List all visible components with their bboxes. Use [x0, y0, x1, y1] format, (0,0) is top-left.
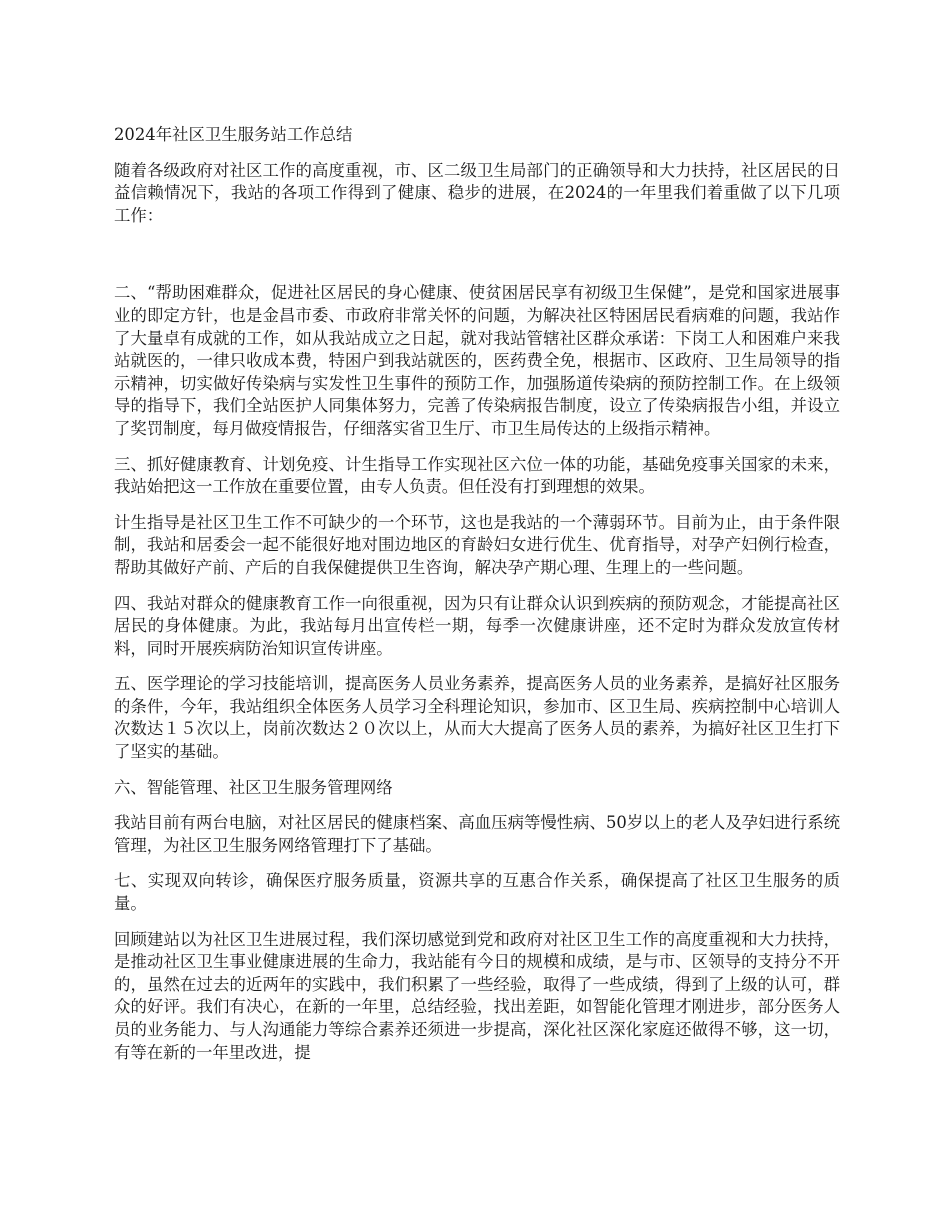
computer-management-paragraph: 我站目前有两台电脑，对社区居民的健康档案、高血压病等慢性病、50岁以上的老人及孕妇进行系统管理，为社区卫生服务网络管理打下了基础。 — [114, 813, 840, 855]
document-page — [114, 124, 840, 1077]
section-six-heading: 六、智能管理、社区卫生服务管理网络 — [114, 777, 393, 797]
section-seven-paragraph: 七、实现双向转诊，确保医疗服务质量，资源共享的互惠合作关系，确保提高了社区卫生服务的质量。 — [114, 871, 840, 914]
family-planning-paragraph: 计生指导是社区卫生工作不可缺少的一个环节，这也是我站的一个薄弱环节。目前为止，由于条件限制，我站和居委会一起不能很好地对围边地区的育龄妇女进行优生、优育指导，对孕产妇例行检查，帮助其做好产前、产后的自我保健提供卫生咨询，解决孕产期心理、生理上的一些问题。 — [114, 512, 840, 577]
intro-paragraph: 随着各级政府对社区工作的高度重视，市、区二级卫生局部门的正确领导和大力扶持，社区居民的日益信赖情况下，我站的各项工作得到了健康、稳步的进展，在2024的一年里我们着重做了以下几项工作： — [114, 160, 840, 225]
section-three-paragraph: 三、抓好健康教育、计划免疫、计生指导工作实现社区六位一体的功能，基础免疫事关国家的未来，我站始把这一工作放在重要位置，由专人负责。但任没有打到理想的效果。 — [114, 454, 840, 497]
review-paragraph: 回顾建站以为社区卫生进展过程，我们深切感觉到党和政府对社区卫生工作的高度重视和大力扶持，是推动社区卫生事业健康进展的生命力，我站能有今日的规模和成绩，是与市、区领导的支持分不开的，虽然在过去的近两年的实践中，我们积累了一些经验，取得了一些成绩，得到了上级的认可，群众的好评。我们有决心，在新的一年里，总结经验，找出差距，如智能化管理才刚进步，部分医务人员的业务能力、与人沟通能力等综合素养还须进一步提高，深化社区深化家庭还做得不够，这一切，有等在新的一年里改进，提 — [114, 929, 840, 1062]
section-four-paragraph: 四、我站对群众的健康教育工作一向很重视，因为只有让群众认识到疾病的预防观念，才能提高社区居民的身体健康。为此，我站每月出宣传栏一期，每季一次健康讲座，还不定时为群众发放宣传材料，同时开展疾病防治知识宣传讲座。 — [114, 593, 840, 658]
blank-spacer — [114, 240, 840, 282]
section-two-paragraph: 二、“帮助困难群众，促进社区居民的身心健康、使贫困居民享有初级卫生保健”，是党和国家进展事业的即定方针，也是金昌市委、市政府非常关怀的问题，为解决社区特困居民看病难的问题，我站作了大量卓有成就的工作，如从我站成立之日起，就对我站管辖社区群众承诺：下岗工人和困难户来我站就医的，一律只收成本费，特困户到我站就医的，医药费全免，根据市、区政府、卫生局领导的指示精神，切实做好传染病与实发性卫生事件的预防工作，加强肠道传染病的预防控制工作。在上级领导的指导下，我们全站医护人同集体努力，完善了传染病报告制度，设立了传染病报告小组，并设立了奖罚制度，每月做疫情报告，仔细落实省卫生厅、市卫生局传达的上级指示精神。 — [114, 283, 840, 438]
section-five-paragraph: 五、医学理论的学习技能培训，提高医务人员业务素养，提高医务人员的业务素养，是搞好社区服务的条件，今年，我站组织全体医务人员学习全科理论知识，参加市、区卫生局、疾病控制中心培训人次数达１５次以上，岗前次数达２０次以上，从而大大提高了医务人员的素养，为搞好社区卫生打下了坚实的基础。 — [114, 674, 840, 762]
document-title: 2024年社区卫生服务站工作总结 — [114, 125, 353, 144]
